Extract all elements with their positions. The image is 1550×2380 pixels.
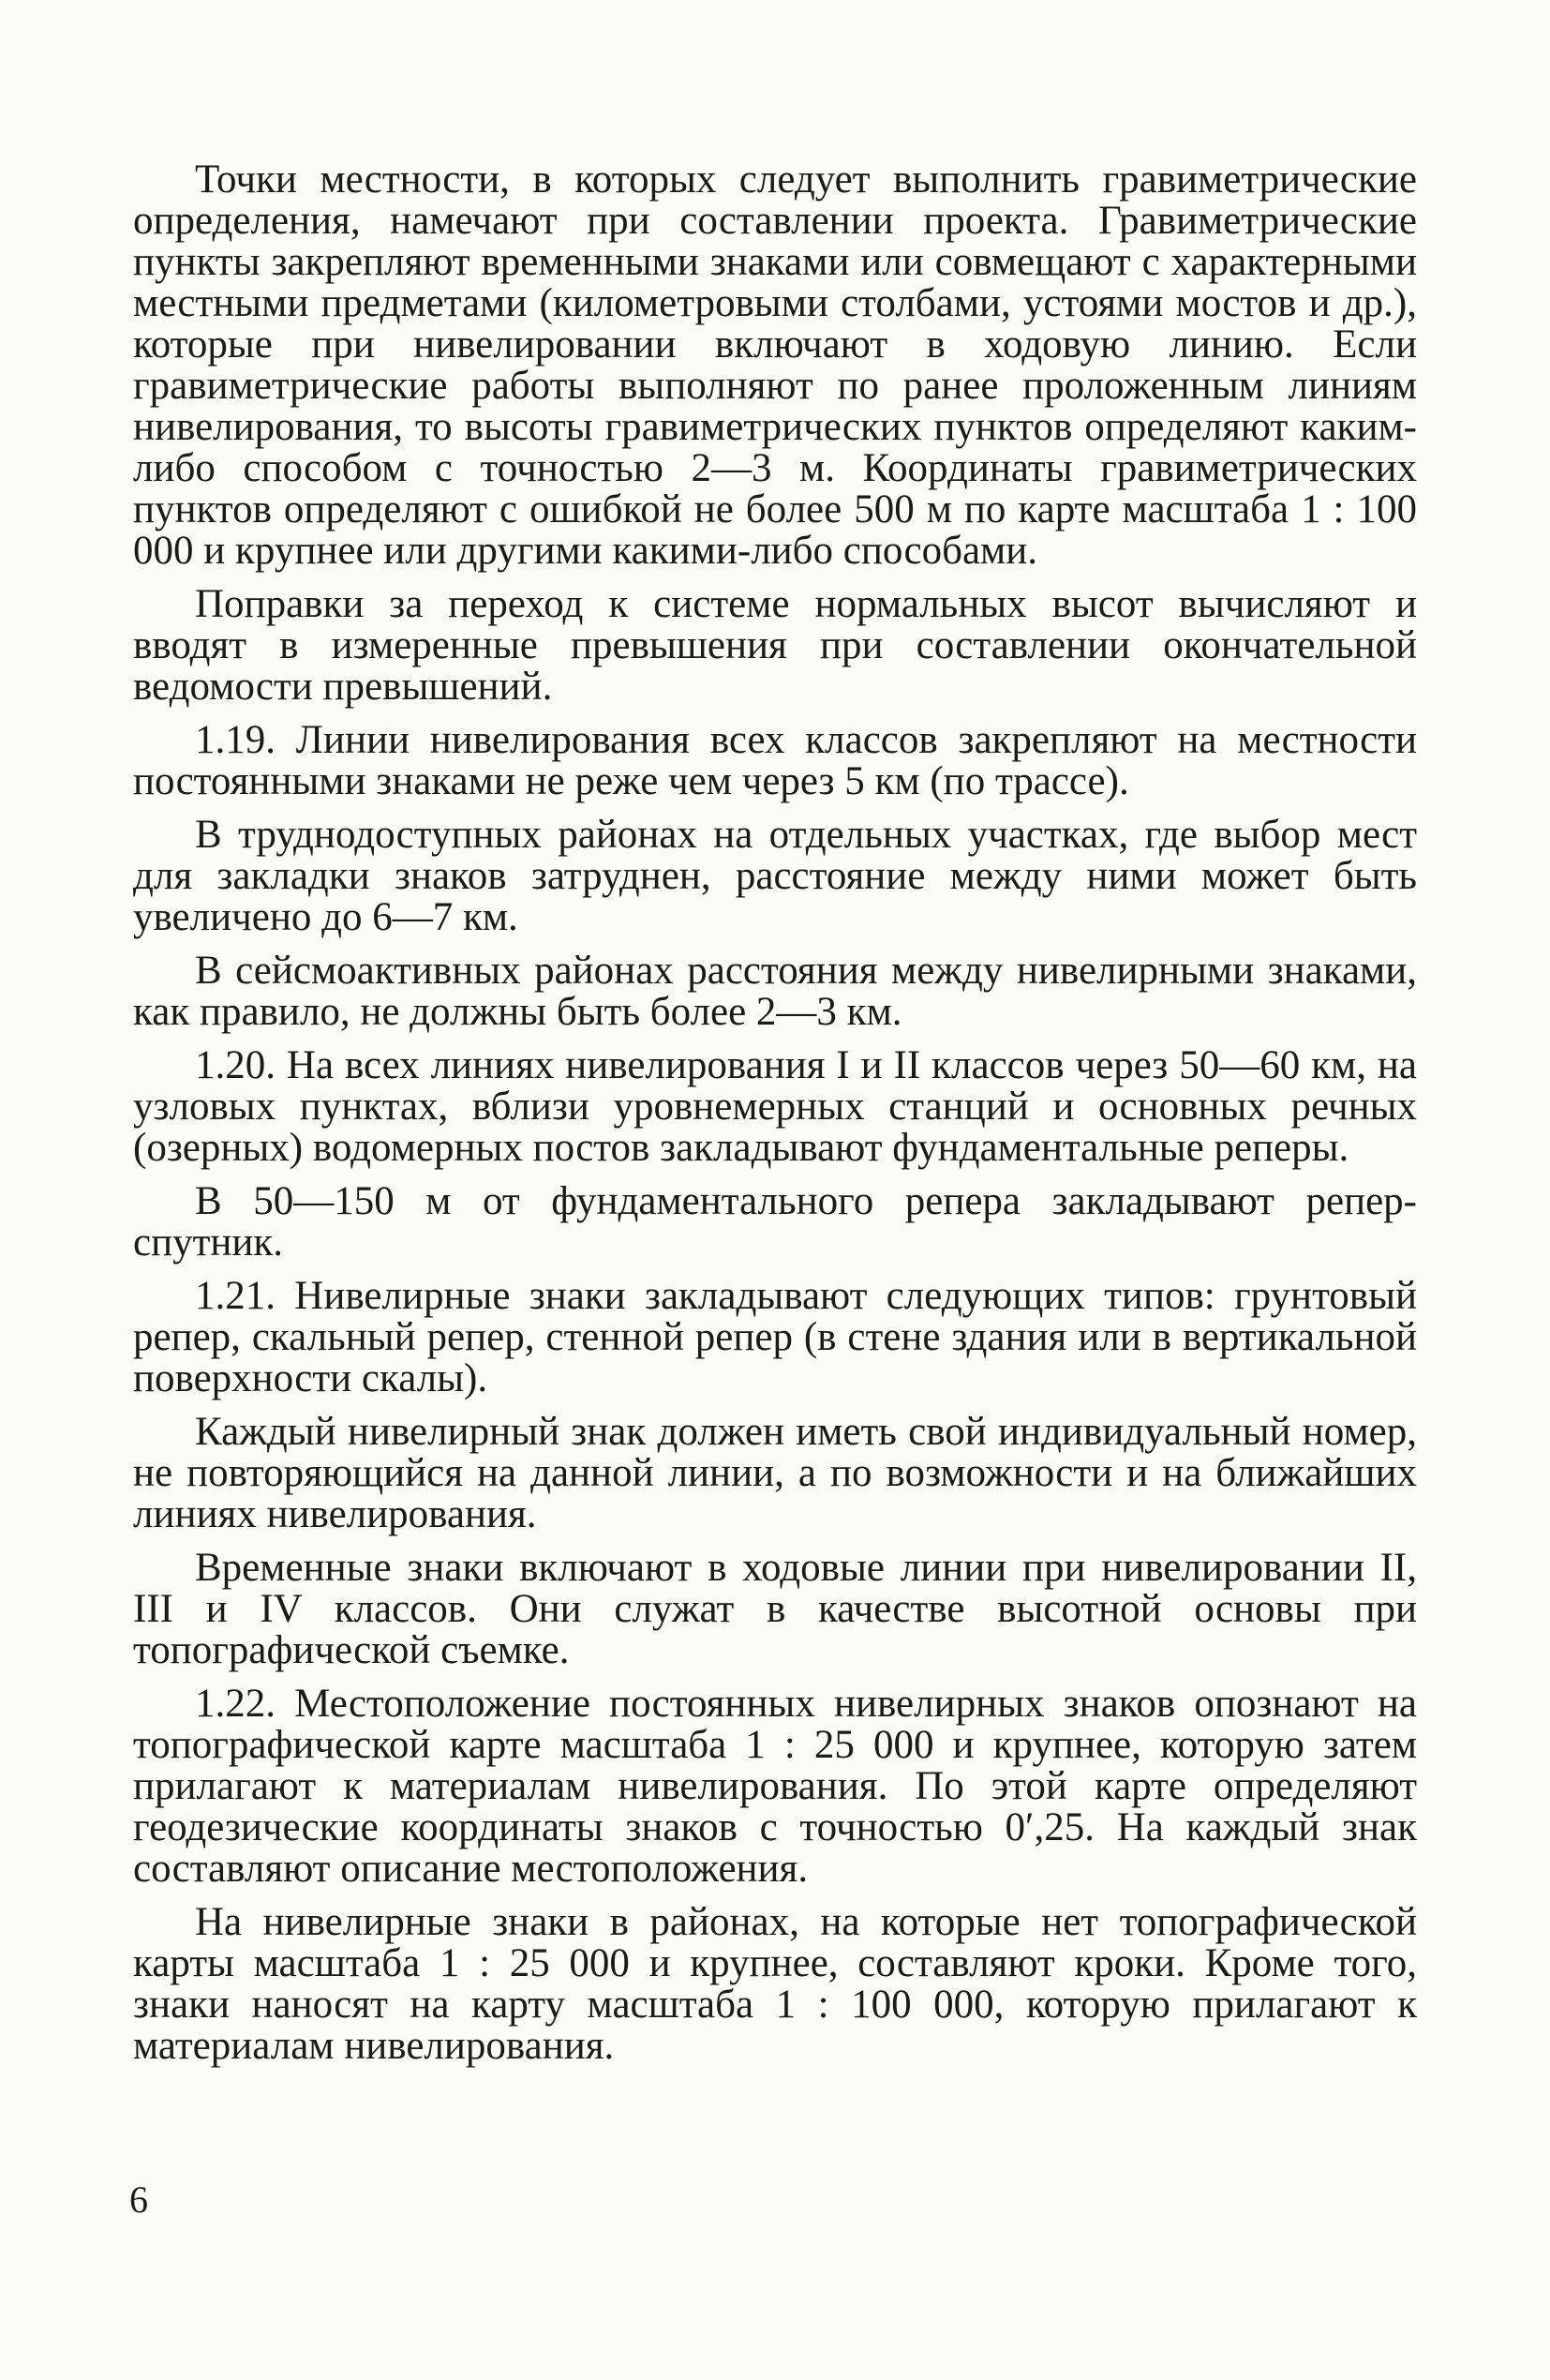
paragraph-gravimetric-points: Точки местности, в которых следует выполнить гравиметрические определения, намечают при составлении проекта. Гравиметрические пункты закрепляют временными знаками или совмещают с характерными местными предметами (километровыми столбами, устоями мостов и др.), которые при нивелировании включают в ходовую линию. Если гравиметрические работы выполняют по ранее проложенным линиям нивелирования, то высоты гравиметрических пунктов определяют каким-либо способом с точностью 2—3 м. Координаты гравиметрических пунктов определяют с ошибкой не более 500 м по карте масштаба 1 : 100 000 и крупнее или другими какими-либо способами.	[133, 157, 1417, 573]
paragraph-normal-heights-correction: Поправки за переход к системе нормальных высот вычисляют и вводят в измеренные превышения при составлении окончательной ведомости превышений.	[133, 582, 1417, 709]
paragraph-mark-numbering: Каждый нивелирный знак должен иметь свой индивидуальный номер, не повторяющийся на данной линии, а по возможности и на ближайших линиях нивелирования.	[133, 1410, 1417, 1536]
paragraph-temporary-marks: Временные знаки включают в ходовые линии при нивелировании II, III и IV классов. Они служат в качестве высотной основы при топографической съемке.	[133, 1546, 1417, 1672]
paragraph-section-1-22: 1.22. Местоположение постоянных нивелирных знаков опознают на топографической карте масштаба 1 : 25 000 и крупнее, которую затем прилагают к материалам нивелирования. По этой карте определяют геодезические координаты знаков с точностью 0′,25. На каждый знак составляют описание местоположения.	[133, 1682, 1417, 1891]
paragraph-satellite-benchmark: В 50—150 м от фундаментального репера закладывают репер-спутник.	[133, 1179, 1417, 1265]
paragraph-sketches: На нивелирные знаки в районах, на которые нет топографической карты масштаба 1 : 25 000 и крупнее, составляют кроки. Кроме того, знаки наносят на карту масштаба 1 : 100 000, которую прилагают к материалам нивелирования.	[133, 1900, 1417, 2068]
page-number: 6	[129, 2178, 148, 2221]
paragraph-section-1-20: 1.20. На всех линиях нивелирования I и II классов через 50—60 км, на узловых пунктах, вблизи уровнемерных станций и основных речных (озерных) водомерных постов закладывают фундаментальные реперы.	[133, 1043, 1417, 1170]
paragraph-section-1-21: 1.21. Нивелирные знаки закладывают следующих типов: грунтовый репер, скальный репер, стенной репер (в стене здания или в вертикальной поверхности скалы).	[133, 1274, 1417, 1400]
paragraph-seismic-areas: В сейсмоактивных районах расстояния между нивелирными знаками, как правило, не должны быть более 2—3 км.	[133, 949, 1417, 1034]
paragraph-remote-areas: В труднодоступных районах на отдельных участках, где выбор мест для закладки знаков затруднен, расстояние между ними может быть увеличено до 6—7 км.	[133, 813, 1417, 939]
paragraph-section-1-19: 1.19. Линии нивелирования всех классов закрепляют на местности постоянными знаками не реже чем через 5 км (по трассе).	[133, 718, 1417, 803]
body-text	[133, 159, 1417, 2079]
